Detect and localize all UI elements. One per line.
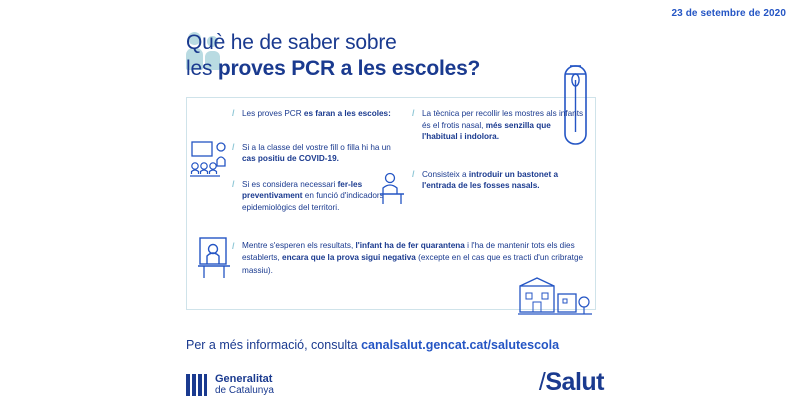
headline-line-2-bold: proves PCR a les escoles?	[217, 57, 481, 80]
classroom-icon	[190, 140, 234, 184]
desk-child-icon	[378, 172, 414, 206]
item-text-1: Si es considera necessari	[242, 179, 338, 189]
item-bold-1: fer-les preventivament	[242, 179, 363, 201]
bullet-slash-icon: /	[232, 108, 235, 118]
headline-line-2-plain: les	[186, 57, 218, 80]
item-bold-2: a les escoles:	[337, 109, 391, 118]
bullet-slash-icon: /	[412, 168, 415, 179]
salut-logo	[539, 368, 604, 397]
bottom-bold-2: encara que la prova sigui negativa	[282, 253, 416, 263]
bottom-text-1: Mentre s'esperen els resultats,	[242, 241, 356, 250]
page-title	[186, 30, 746, 82]
generalitat-logo	[186, 374, 274, 396]
item-text-2: en funció d'indicadors epidemiològics del territori.	[242, 191, 384, 212]
bottom-text-2: i l'ha de mantenir tots els dies establerts,	[242, 241, 575, 263]
headline-line-2	[186, 56, 746, 82]
more-info-line	[186, 338, 559, 352]
more-info-text: Per a més informació, consulta	[186, 338, 362, 352]
item-text-1: La tècnica per recollir les mostres als infants és el frotis nasal,	[422, 109, 584, 130]
item-bold-1: introduir un bastonet a l'entrada de les fosses nasals.	[422, 169, 559, 191]
publication-date: 23 de setembre de 2020	[671, 8, 786, 19]
list-item	[232, 108, 392, 120]
bullet-slash-icon: /	[232, 241, 235, 251]
salut-word: Salut	[545, 368, 604, 396]
school-building-icon	[518, 276, 594, 322]
generalitat-line-2: de Catalunya	[215, 385, 274, 396]
item-bold-1: més senzilla que l'habitual i indolora.	[422, 120, 551, 142]
bottom-text-3: (excepte en el cas que es tracti d'un cribratge massiu).	[242, 253, 584, 275]
list-item	[412, 108, 587, 143]
generalitat-bars-icon	[186, 374, 208, 396]
generalitat-line-1: Generalitat	[215, 373, 273, 385]
salut-slash: /	[538, 368, 546, 396]
seated-person-icon	[196, 236, 236, 280]
bullet-slash-icon: /	[232, 178, 235, 189]
list-item	[412, 169, 587, 192]
item-text-1: Consisteix a	[422, 169, 469, 179]
item-text-1: Si a la classe del vostre fill o filla hi ha un	[242, 142, 391, 152]
bullet-slash-icon: /	[412, 108, 415, 118]
item-bold-1: es faran	[303, 109, 336, 118]
item-text-1: Les proves PCR	[242, 109, 304, 118]
right-column	[412, 108, 587, 206]
salutescola-link[interactable]: canalsalut.gencat.cat/salutescola	[361, 338, 560, 352]
list-item	[232, 240, 592, 277]
list-item	[232, 142, 392, 165]
headline-line-1: Què he de saber sobre	[186, 31, 397, 54]
bullet-slash-icon: /	[232, 141, 235, 152]
bottom-bold-1: l'infant ha de fer quarantena	[355, 241, 465, 250]
left-column	[232, 108, 392, 228]
item-bold-1: cas positiu de COVID-19.	[242, 154, 339, 164]
list-item	[232, 179, 392, 214]
